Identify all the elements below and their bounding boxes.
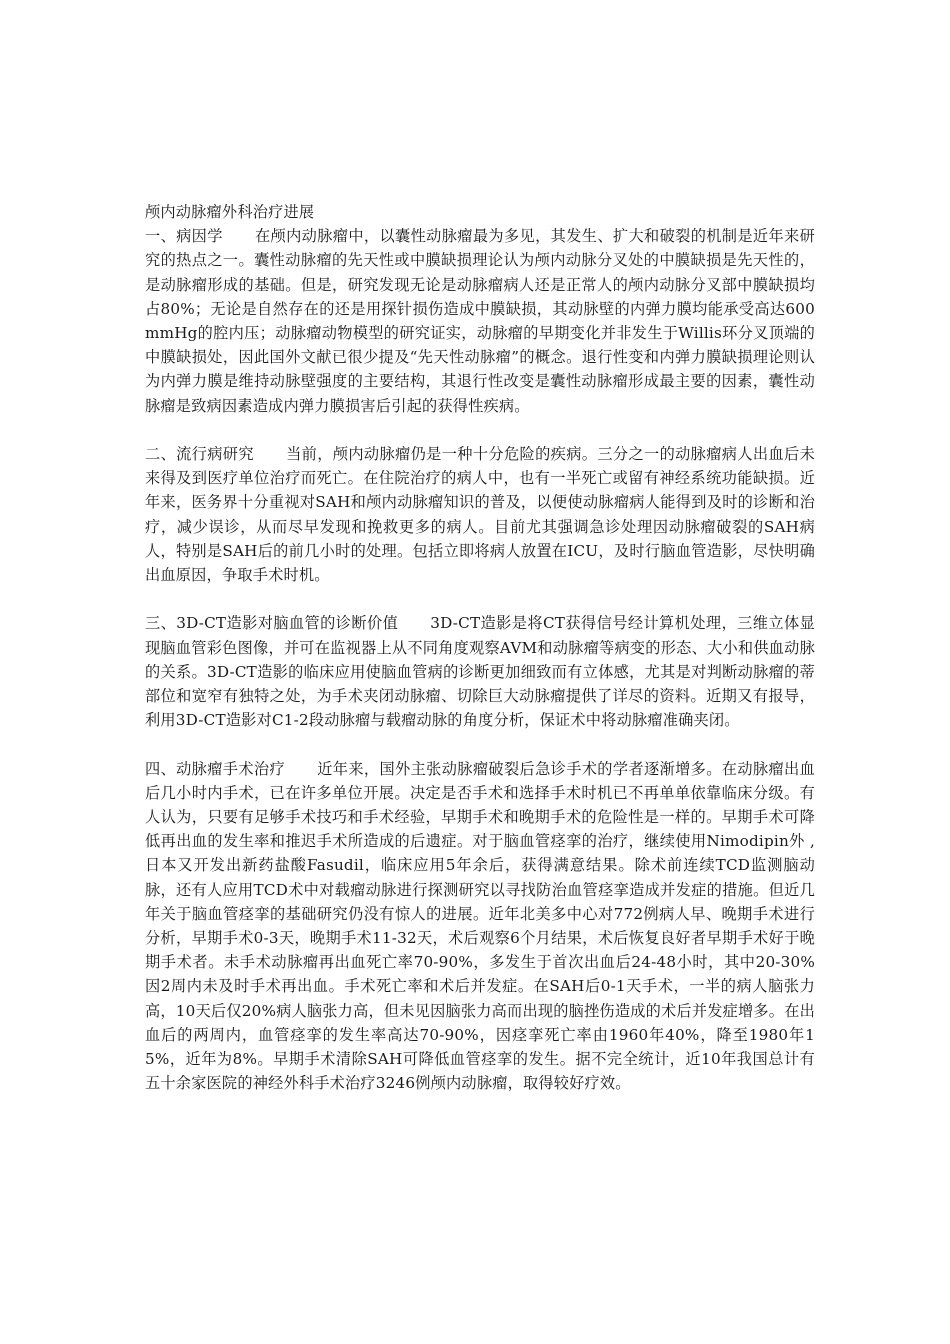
section-heading: 四、动脉瘤手术治疗: [145, 759, 286, 778]
section-3d-ct: [145, 611, 815, 732]
section-text: 当前，颅内动脉瘤仍是一种十分危险的疾病。三分之一的动脉瘤病人出血后未来得及到医疗单位治疗而死亡。在住院治疗的病人中，也有一半死亡或留有神经系统功能缺损。近年来，医务界十分重视对SAH和颅内动脉瘤知识的普及，以便使动脉瘤病人能得到及时的诊断和治疗，减少误诊，从而尽早发现和挽救更多的病人。目前尤其强调急诊处理因动脉瘤破裂的SAH病人，特别是SAH后的前几小时的处理。包括立即将病人放置在ICU，及时行脑血管造影，尽快明确出血原因，争取手术时机。: [145, 445, 815, 585]
document-title: 颅内动脉瘤外科治疗进展: [145, 203, 315, 221]
section-heading: 一、病因学: [145, 227, 223, 246]
section-text: 近年来，国外主张动脉瘤破裂后急诊手术的学者逐渐增多。在动脉瘤出血后几小时内手术，已在许多单位开展。决定是否手术和选择手术时机已不再单单依靠临床分级。有人认为，只要有足够手术技巧和手术经验，早期手术和晚期手术的危险性是一样的。早期手术可降低再出血的发生率和推迟手术所造成的后遗症。对于脑血管痉挛的治疗，继续使用Nimodipin外 ,日本又开发出新药盐酸Fasudil，临床应用5年余后，获得满意结果。除术前连续TCD监测脑动脉，还有人应用TCD术中对载瘤动脉进行探测研究以寻找防治血管痉挛造成并发症的措施。但近几年关于脑血管痉挛的基础研究仍没有惊人的进展。近年北美多中心对772例病人早、晚期手术进行分析，早期手术0-3天，晚期手术11-32天，术后观察6个月结果，术后恢复良好者早期手术好于晚期手术者。未手术动脉瘤再出血死亡率70-90%，多发生于首次出血后24-48小时，其中20-30%因2周内未及时手术再出血。手术死亡率和术后并发症。在SAH后0-1天手术，一半的病人脑张力高，10天后仅20%病人脑张力高，但未见因脑张力高而出现的脑挫伤造成的术后并发症增多。在出血后的两周内，血管痉挛的发生率高达70-90%，因痉挛死亡率由1960年40%，降至1980年15%，近年为8%。早期手术清除SAH可降低血管痉挛的发生。据不完全统计，近10年我国总计有五十余家医院的神经外科手术治疗3246例颅内动脉瘤，取得较好疗效。: [145, 759, 815, 1093]
section-heading: 二、流行病研究: [145, 445, 254, 464]
section-text: 3D-CT造影是将CT获得信号经计算机处理，三维立体显现脑血管彩色图像，并可在监视器上从不同角度观察AVM和动脉瘤等病变的形态、大小和供血动脉的关系。3D-CT造影的临床应用使脑血管病的诊断更加细致而有立体感，尤其是对判断动脉瘤的蒂部位和宽窄有独特之处，为手术夹闭动脉瘤、切除巨大动脉瘤提供了详尽的资料。近期又有报导，利用3D-CT造影对C1-2段动脉瘤与载瘤动脉的角度分析，保证术中将动脉瘤准确夹闭。: [145, 614, 815, 730]
section-heading: 三、3D-CT造影对脑血管的诊断价值: [145, 614, 399, 633]
section-surgery: [145, 757, 815, 1096]
document-body: [145, 200, 815, 1095]
section-etiology: [145, 224, 815, 418]
section-epidemiology: [145, 442, 815, 587]
section-text: 在颅内动脉瘤中，以囊性动脉瘤最为多见，其发生、扩大和破裂的机制是近年来研究的热点之一。囊性动脉瘤的先天性或中膜缺损理论认为颅内动脉分叉处的中膜缺损是先天性的，是动脉瘤形成的基础。但是，研究发现无论是动脉瘤病人还是正常人的颅内动脉分叉部中膜缺损均占80%；无论是自然存在的还是用探针损伤造成中膜缺损，其动脉壁的内弹力膜均能承受高达600mmHg的腔内压；动脉瘤动物模型的研究证实，动脉瘤的早期变化并非发生于Willis环分叉顶端的中膜缺损处，因此国外文献已很少提及“先天性动脉瘤”的概念。退行性变和内弹力膜缺损理论则认为内弹力膜是维持动脉壁强度的主要结构，其退行性改变是囊性动脉瘤形成最主要的因素，囊性动脉瘤是致病因素造成内弹力膜损害后引起的获得性疾病。: [145, 227, 816, 415]
